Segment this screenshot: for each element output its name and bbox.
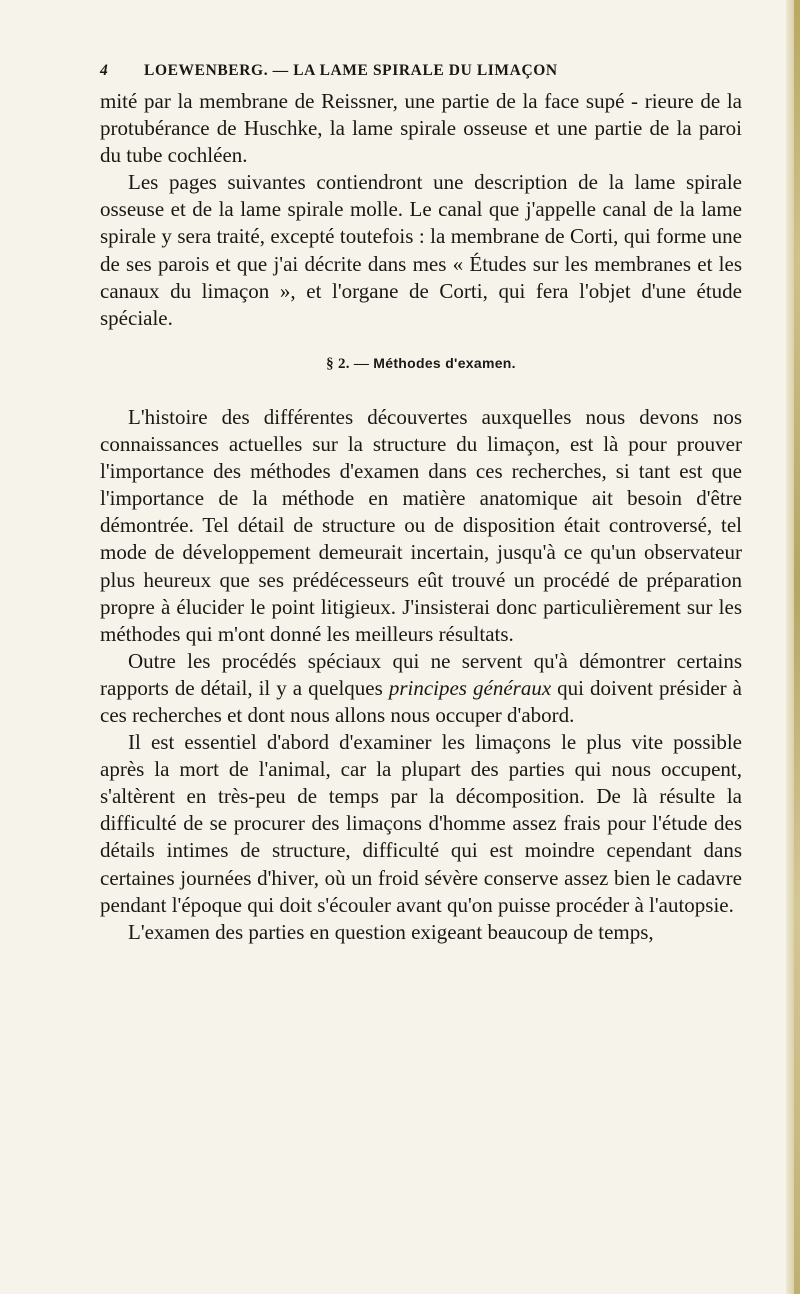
running-title: LOEWENBERG. — LA LAME SPIRALE DU LIMAÇON [144,62,558,79]
page [100,60,742,946]
page-edge-shadow [794,0,800,1294]
paragraph: Les pages suivantes contiendront une description de la lame spirale osseuse et de la lame spirale molle. Le canal que j'appelle canal de la lame spirale y sera traité, excepté toutefois : la membrane de Corti, qui forme une de ses parois et que j'ai décrite dans mes « Études sur les membranes et les canaux du limaçon », et l'organe de Corti, qui fera l'objet d'une étude spéciale. [100,170,742,330]
running-head [100,60,742,88]
paragraph: L'histoire des différentes découvertes auxquelles nous devons nos connaissances actuelles sur la structure du limaçon, est là pour prouver l'importance des méthodes d'examen dans ces recherches, si tant est que l'importance de la méthode en matière anatomique ait besoin d'être démontrée. Tel détail de structure ou de disposition était controversé, tel mode de développement demeurait incertain, jusqu'à ce qu'un observateur plus heureux que ses prédécesseurs eût trouvé un procédé de préparation propre à élucider le point litigieux. J'insisterai donc particulièrement sur les méthodes qui m'ont donné les meilleurs résultats. [100,404,742,646]
paragraph: L'examen des parties en question exigeant beaucoup de temps, [128,919,654,944]
section-heading [100,350,742,378]
section-title: Méthodes d'examen. [373,354,516,371]
paragraph-text: Outre les procédés spéciaux qui ne servent qu'à démontrer certains rapports de détail, il y a quelques [100,648,742,700]
paragraph: Il est essentiel d'abord d'examiner les limaçons le plus vite possible après la mort de l'animal, car la plupart des parties qui nous occupent, s'altèrent en très-peu de temps par la décomposition. De là résulte la difficulté de se procurer des limaçons d'homme assez frais pour l'étude des détails intimes de structure, difficulté qui est moindre cependant dans certaines journées d'hiver, où un froid sévère conserve assez bien le cadavre pendant l'époque qui doit s'écouler avant qu'on puisse procéder à l'autopsie. [100,730,742,917]
page-number: 4 [100,62,109,79]
section-number: § 2. — [326,355,370,372]
emphasis: principes généraux [388,675,552,700]
paragraph [100,648,742,729]
paragraph-continued: mité par la membrane de Reissner, une partie de la face supé - rieure de la protubérance de Huschke, la lame spirale osseuse et une partie de la paroi du tube cochléen. [100,89,742,168]
paragraph-text: qui doivent présider à ces recherches et dont nous allons nous occuper d'abord. [100,675,743,727]
body-text [100,88,742,946]
